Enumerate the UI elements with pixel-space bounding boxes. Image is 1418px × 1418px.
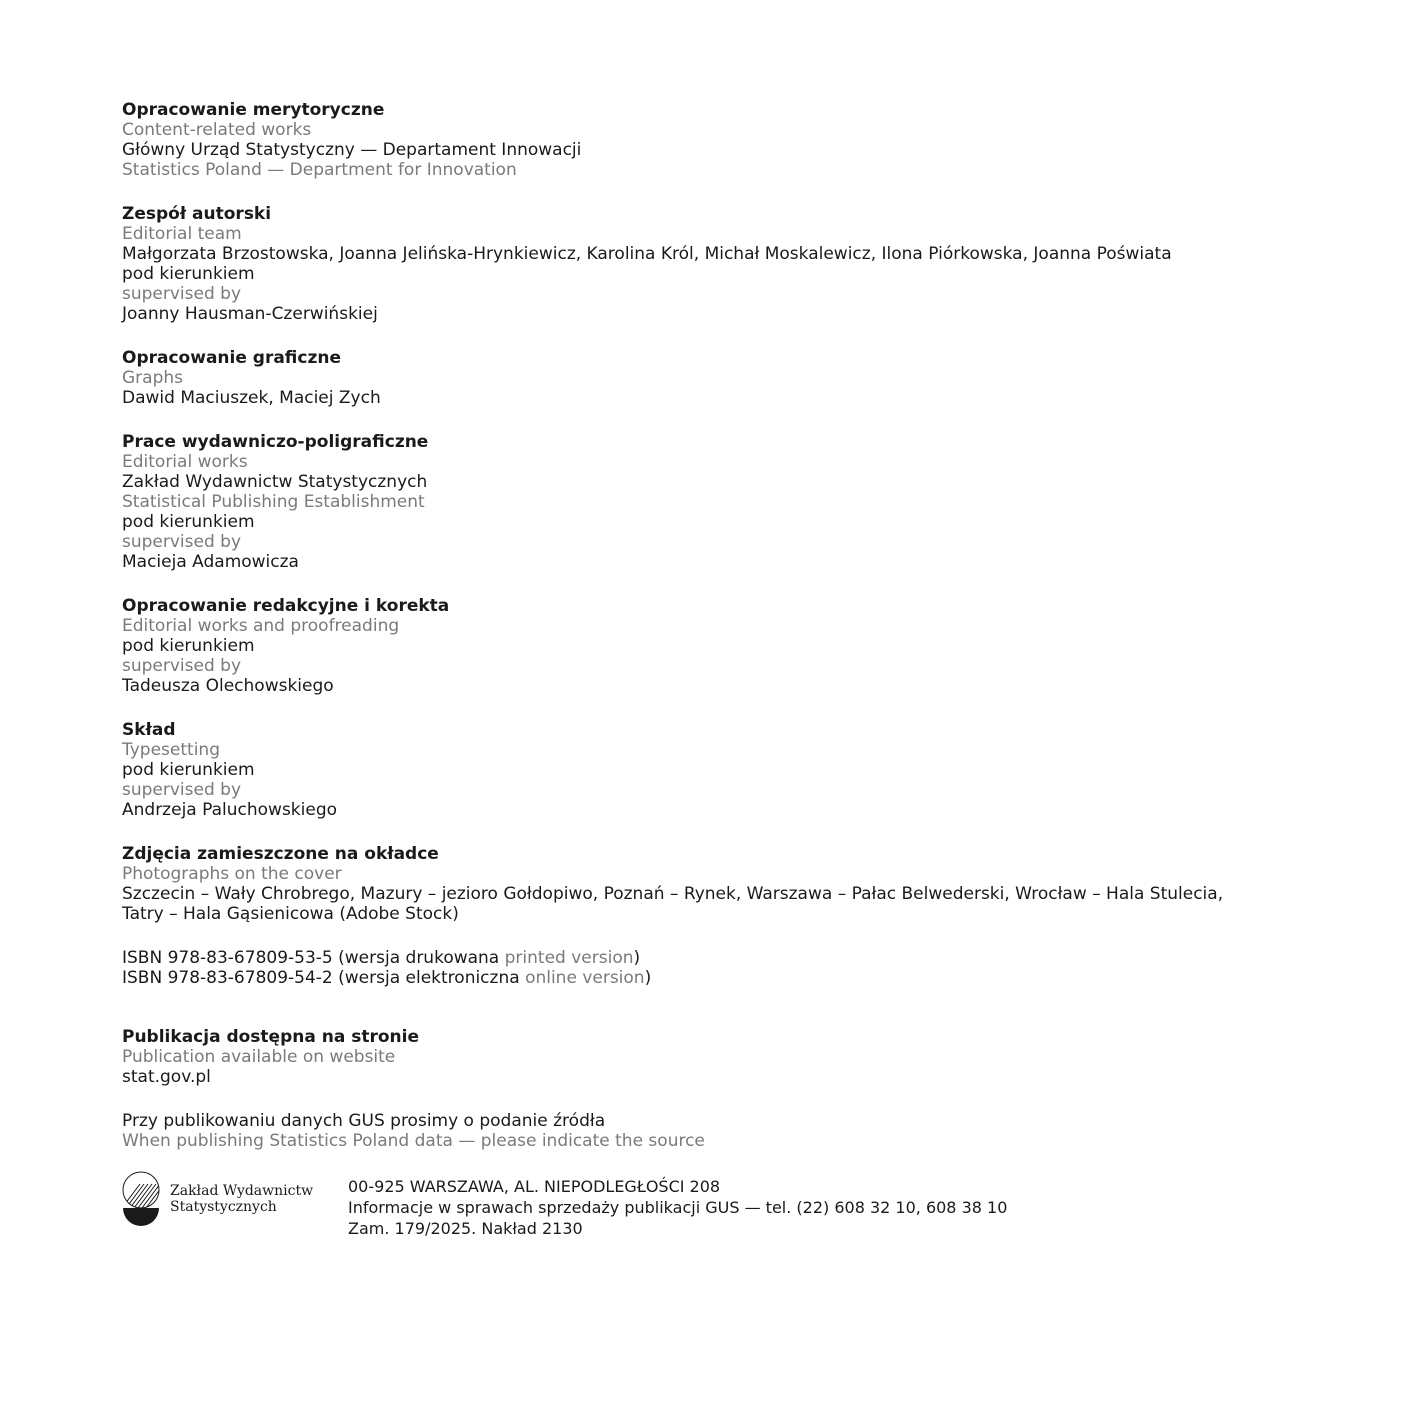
section-content-works (122, 100, 1322, 180)
section-graphics (122, 348, 1322, 408)
section-heading-en: Content-related works (122, 120, 312, 140)
order-line: Zam. 179/2025. Nakład 2130 (348, 1219, 583, 1238)
section-heading-en: Photographs on the cover (122, 864, 342, 884)
section-source-note (122, 1111, 1322, 1151)
section-website (122, 1027, 1322, 1087)
section-proofreading (122, 596, 1322, 696)
logo-line-1: Zakład Wydawnictw (170, 1183, 314, 1199)
section-heading: Opracowanie merytoryczne (122, 100, 385, 120)
source-note-en: When publishing Statistics Poland data — please indicate the source (122, 1131, 705, 1151)
publisher-address (348, 1176, 1007, 1239)
organization-en: Statistics Poland — Department for Innovation (122, 160, 517, 180)
isbn-online-pl: ISBN 978-83-67809-54-2 (wersja elektroniczna (122, 968, 526, 988)
section-heading: Skład (122, 720, 176, 740)
section-publishing (122, 432, 1322, 572)
supervisor-name: Tadeusza Olechowskiego (122, 676, 334, 696)
section-heading-en: Typesetting (122, 740, 220, 760)
isbn-online-en: online version (525, 968, 645, 988)
logo-text (170, 1183, 313, 1215)
section-heading: Prace wydawniczo-poligraficzne (122, 432, 429, 452)
section-heading-en: Editorial works and proofreading (122, 616, 400, 636)
supervisor-name: Andrzeja Paluchowskiego (122, 800, 338, 820)
supervised-label: pod kierunkiem (122, 512, 255, 532)
section-heading-en: Publication available on website (122, 1047, 396, 1067)
isbn-close: ) (633, 948, 641, 968)
section-heading: Opracowanie redakcyjne i korekta (122, 596, 450, 616)
supervised-label: pod kierunkiem (122, 264, 255, 284)
isbn-print-en: printed version (504, 948, 634, 968)
organization: Zakład Wydawnictw Statystycznych (122, 472, 428, 492)
supervisor-name: Joanny Hausman-Czerwińskiej (122, 304, 378, 324)
section-heading: Zdjęcia zamieszczone na okładce (122, 844, 439, 864)
zws-logo-icon (122, 1170, 162, 1228)
imprint-footer (122, 1170, 1322, 1240)
author-names: Małgorzata Brzostowska, Joanna Jelińska-Hrynkiewicz, Karolina Król, Michał Moskalewicz, Ilona Piórkowska, Joanna Poświata (122, 244, 1172, 264)
supervised-label: pod kierunkiem (122, 760, 255, 780)
source-note-pl: Przy publikowaniu danych GUS prosimy o podanie źródła (122, 1111, 606, 1131)
isbn-close: ) (644, 968, 652, 988)
section-authors (122, 204, 1322, 324)
section-heading-en: Editorial works (122, 452, 248, 472)
isbn-print-pl: ISBN 978-83-67809-53-5 (wersja drukowana (122, 948, 505, 968)
supervised-label: pod kierunkiem (122, 636, 255, 656)
logo-line-2: Statystycznych (170, 1199, 277, 1215)
organization-en: Statistical Publishing Establishment (122, 492, 425, 512)
section-heading-en: Editorial team (122, 224, 242, 244)
graphics-names: Dawid Maciuszek, Maciej Zych (122, 388, 381, 408)
supervised-label-en: supervised by (122, 284, 242, 304)
supervised-label-en: supervised by (122, 780, 242, 800)
imprint-page (122, 100, 1322, 1151)
section-typesetting (122, 720, 1322, 820)
sales-info-line: Informacje w sprawach sprzedaży publikacji GUS — tel. (22) 608 32 10, 608 38 10 (348, 1198, 1008, 1217)
photo-credits-line-2: Tatry – Hala Gąsienicowa (Adobe Stock) (122, 904, 459, 924)
section-isbn (122, 948, 1322, 988)
section-heading: Zespół autorski (122, 204, 272, 224)
isbn-online (122, 968, 1322, 988)
organization: Główny Urząd Statystyczny — Departament Innowacji (122, 140, 582, 160)
website-link[interactable]: stat.gov.pl (122, 1067, 211, 1087)
section-heading-en: Graphs (122, 368, 184, 388)
supervised-label-en: supervised by (122, 656, 242, 676)
supervisor-name: Macieja Adamowicza (122, 552, 299, 572)
isbn-print (122, 948, 1322, 968)
section-cover-photos (122, 844, 1322, 924)
section-heading: Publikacja dostępna na stronie (122, 1027, 420, 1047)
address-line: 00-925 WARSZAWA, AL. NIEPODLEGŁOŚCI 208 (348, 1177, 721, 1196)
section-heading: Opracowanie graficzne (122, 348, 342, 368)
photo-credits-line-1: Szczecin – Wały Chrobrego, Mazury – jezioro Gołdopiwo, Poznań – Rynek, Warszawa – Pałac Belwederski, Wrocław – Hala Stulecia, (122, 884, 1224, 904)
supervised-label-en: supervised by (122, 532, 242, 552)
